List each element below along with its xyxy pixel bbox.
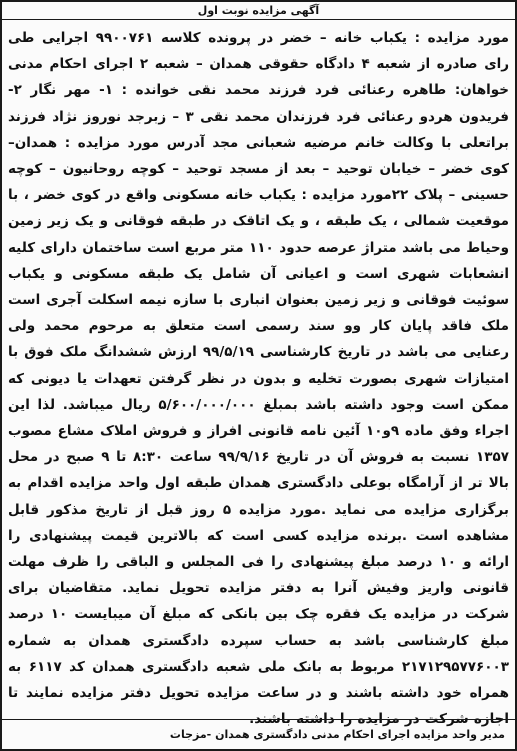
footer-divider [2, 719, 515, 720]
notice-title: آگهی مزایده نوبت اول [197, 4, 320, 17]
notice-body: مورد مزایده : یکباب خانه – خضر در پرونده کلاسه ۹۹۰۰۷۶۱ اجرایی طی رای صادره از شعبه ۴ دادگاه حقوقی همدان – شعبه ۲ اجرای احکام مدنی خواهان: طاهره رعنائی فرد فرزند محمد نقی خوانده : ۱- مهر نگار ۲- فریدون هردو رعنائی فرد فرزندان محمد نقی ۳ – زبرجد نوروز نژاد فرزند براتعلی با وکالت خانم مرضیه شعبانی مجد آدرس مورد مزایده : همدان– کوی خضر – خیابان توحید – بعد از مسجد توحید – کوچه روحانیون – کوچه حسینی – پلاک ۲۲مورد مزایده : یکباب خانه مسکونی واقع در کوی خضر ، با موقعیت شمالی ، یک طبقه ، و یک اتاقک در طبقه فوقانی و یک زیر زمین وحیاط می باشد متراژ عرصه حدود ۱۱۰ متر مربع است ساختمان دارای کلیه انشعابات شهری است و اعیانی آن شامل یک طبقه مسکونی و یکباب سوئیت فوقانی و زیر زمین بعنوان انباری با سازه نیمه اسکلت آجری است ملک فاقد پایان کار وو سند رسمی است متعلق به مرحوم محمد ولی رعنایی می باشد در تاریخ کارشناسی ۹۹/۵/۱۹ ارزش ششدانگ ملک فوق با امتیازات شهری بصورت تخلیه و بدون در نظر گرفتن تعهدات یا دیونی که ممکن است وجود داشته باشد بمبلغ ۵/۶۰۰/۰۰۰/۰۰۰ ریال میباشد. لذا این اجراء وفق ماده ۹و۱۰ آئین نامه قانونی افراز و فروش املاک مشاع مصوب ۱۳۵۷ نسبت به فروش آن در تاریخ ۹۹/۹/۱۶ ساعت ۸:۳۰ تا ۹ صبح در محل بالا تر از آرامگاه بوعلی دادگستری همدان طبقه اول واحد مزایده اقدام به برگزاری مزایده می نماید .مورد مزایده ۵ روز قبل از تاریخ مذکور قابل مشاهده است .برنده مزایده کسی است که بالاترین قیمت پیشنهادی را ارائه و ۱۰ درصد مبلغ پیشنهادی را فی المجلس و الباقی را ظرف مهلت قانونی واریز وفیش آنرا به دفتر مزایده تحویل نماید. متقاضیان برای شرکت در مزایده یک فقره چک بین بانکی که مبلغ آن میبایست ۱۰ درصد مبلغ کارشناسی باشد به حساب سپرده دادگستری همدان به شماره ۲۱۷۱۲۹۵۷۷۶۰۰۳ مربوط به بانک ملی شعبه دادگستری همدان کد ۶۱۱۷ به همراه خود داشته باشند و در ساعت مزایده تحویل دفتر مزایده نمایند تا اجازه شرکت در مزایده را داشته باشند. [8, 30, 510, 728]
title-divider [2, 19, 515, 20]
notice-signature: مدیر واحد مزایده اجرای احکام مدنی دادگستری همدان -مزجات [169, 728, 505, 741]
